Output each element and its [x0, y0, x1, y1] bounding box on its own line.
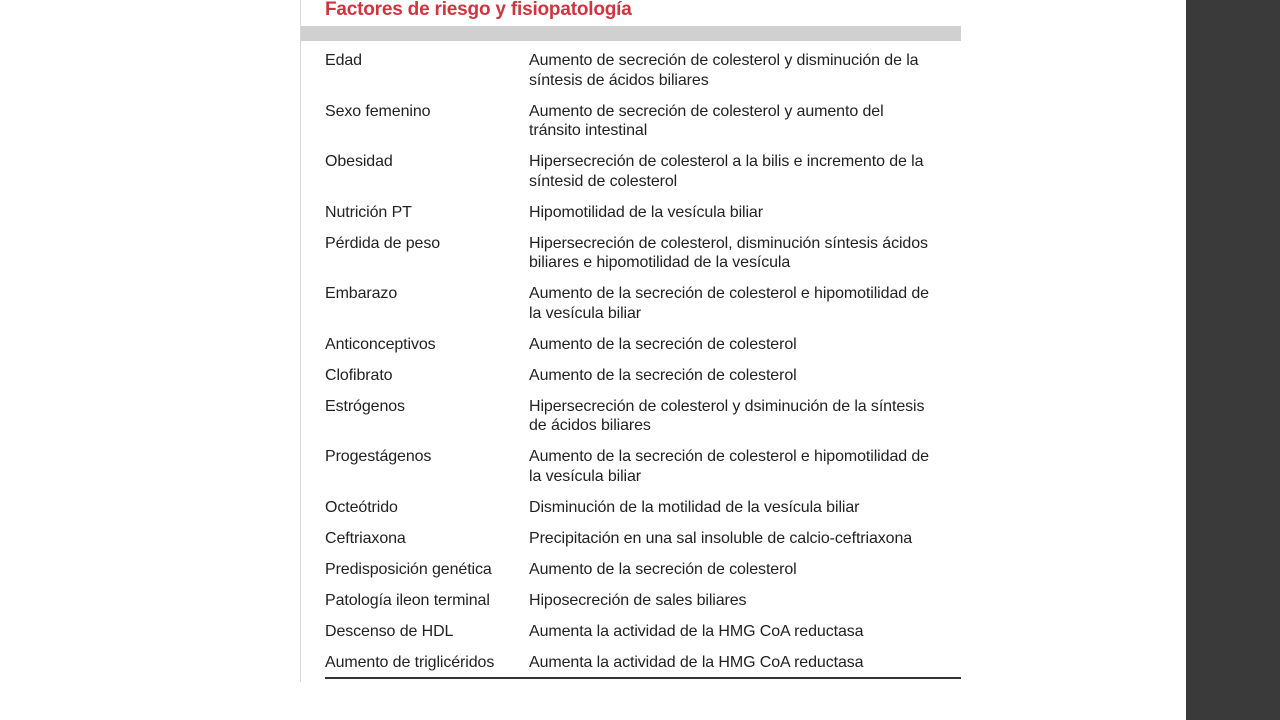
table-bottom-rule	[325, 677, 961, 679]
risk-factor-mechanism	[529, 152, 959, 191]
mechanism-line: Aumento de la secreción de colesterol e hipomotilidad de	[529, 285, 929, 302]
table-row	[325, 51, 961, 90]
mechanism-line: Aumento de secreción de colesterol y aumento del	[529, 102, 884, 120]
table-row	[325, 284, 961, 323]
risk-factor-mechanism	[529, 529, 959, 549]
table-row	[325, 397, 961, 436]
mechanism-line: la vesícula biliar	[529, 304, 642, 322]
risk-factor-name: Octeótrido	[325, 498, 398, 516]
table-row	[325, 560, 961, 580]
mechanism-line: Hiposecreción de sales biliares	[529, 591, 747, 609]
risk-factors-document	[300, 0, 961, 682]
risk-factor-mechanism	[529, 284, 959, 323]
mechanism-line: síntesis de ácidos biliares	[529, 71, 709, 89]
mechanism-line: síntesid de colesterol	[529, 172, 678, 190]
risk-factor-mechanism	[529, 447, 959, 486]
mechanism-line: Aumenta la actividad de la HMG CoA reductasa	[529, 653, 864, 671]
risk-factor-name: Progestágenos	[325, 448, 432, 465]
table-row	[325, 529, 961, 549]
table-row	[325, 335, 961, 355]
right-side-panel	[1186, 0, 1280, 720]
table-row	[325, 366, 961, 386]
risk-factor-name: Nutrición PT	[325, 203, 412, 221]
mechanism-line: Precipitación en una sal insoluble de calcio-ceftriaxona	[529, 529, 913, 547]
risk-factor-mechanism	[529, 591, 959, 611]
risk-factor-mechanism	[529, 622, 959, 642]
risk-factor-mechanism	[529, 51, 959, 90]
risk-factor-mechanism	[529, 498, 959, 518]
risk-factor-name: Descenso de HDL	[325, 622, 454, 640]
mechanism-line: Aumento de secreción de colesterol y disminución de la	[529, 52, 919, 69]
mechanism-line: la vesícula biliar	[529, 467, 642, 485]
risk-factor-name: Pérdida de peso	[325, 234, 441, 252]
risk-factor-mechanism	[529, 397, 959, 436]
mechanism-line: biliares e hipomotilidad de la vesícula	[529, 254, 791, 271]
mechanism-line: Hipersecreción de colesterol a la bilis e incremento de la	[529, 153, 924, 170]
risk-factor-mechanism	[529, 560, 959, 580]
risk-factor-name: Sexo femenino	[325, 102, 431, 120]
risk-factor-name: Clofibrato	[325, 366, 393, 384]
table-row	[325, 498, 961, 518]
mechanism-line: Disminución de la motilidad de la vesícula biliar	[529, 498, 860, 516]
mechanism-line: Aumento de la secreción de colesterol	[529, 335, 797, 353]
risk-factor-name: Aumento de triglicéridos	[325, 653, 495, 671]
table-row	[325, 653, 961, 673]
document-title: Factores de riesgo y fisiopatología	[325, 0, 632, 20]
table-row	[325, 622, 961, 642]
risk-factors-table	[325, 51, 961, 684]
table-row	[325, 102, 961, 141]
table-row	[325, 203, 961, 223]
risk-factor-mechanism	[529, 234, 959, 273]
mechanism-line: Aumenta la actividad de la HMG CoA reductasa	[529, 622, 864, 640]
risk-factor-name: Edad	[325, 52, 362, 69]
risk-factor-name: Embarazo	[325, 285, 398, 302]
table-row	[325, 591, 961, 611]
mechanism-line: Aumento de la secreción de colesterol	[529, 366, 797, 384]
risk-factor-name: Estrógenos	[325, 397, 405, 415]
mechanism-line: de ácidos biliares	[529, 417, 651, 434]
mechanism-line: Aumento de la secreción de colesterol	[529, 560, 797, 578]
risk-factor-name: Obesidad	[325, 153, 393, 170]
risk-factor-mechanism	[529, 653, 959, 673]
mechanism-line: Hipersecreción de colesterol, disminución síntesis ácidos	[529, 234, 928, 252]
risk-factor-name: Ceftriaxona	[325, 529, 406, 547]
mechanism-line: tránsito intestinal	[529, 122, 648, 139]
mechanism-line: Hipersecreción de colesterol y dsiminución de la síntesis	[529, 397, 925, 415]
risk-factor-name: Predisposición genética	[325, 560, 492, 578]
risk-factor-mechanism	[529, 335, 959, 355]
risk-factor-name: Patología ileon terminal	[325, 591, 490, 609]
table-row	[325, 152, 961, 191]
risk-factor-name: Anticonceptivos	[325, 335, 436, 353]
table-row	[325, 447, 961, 486]
mechanism-line: Hipomotilidad de la vesícula biliar	[529, 203, 763, 221]
header-bar	[301, 26, 961, 41]
risk-factor-mechanism	[529, 102, 959, 141]
table-row	[325, 234, 961, 273]
mechanism-line: Aumento de la secreción de colesterol e hipomotilidad de	[529, 448, 929, 465]
risk-factor-mechanism	[529, 203, 959, 223]
risk-factor-mechanism	[529, 366, 959, 386]
